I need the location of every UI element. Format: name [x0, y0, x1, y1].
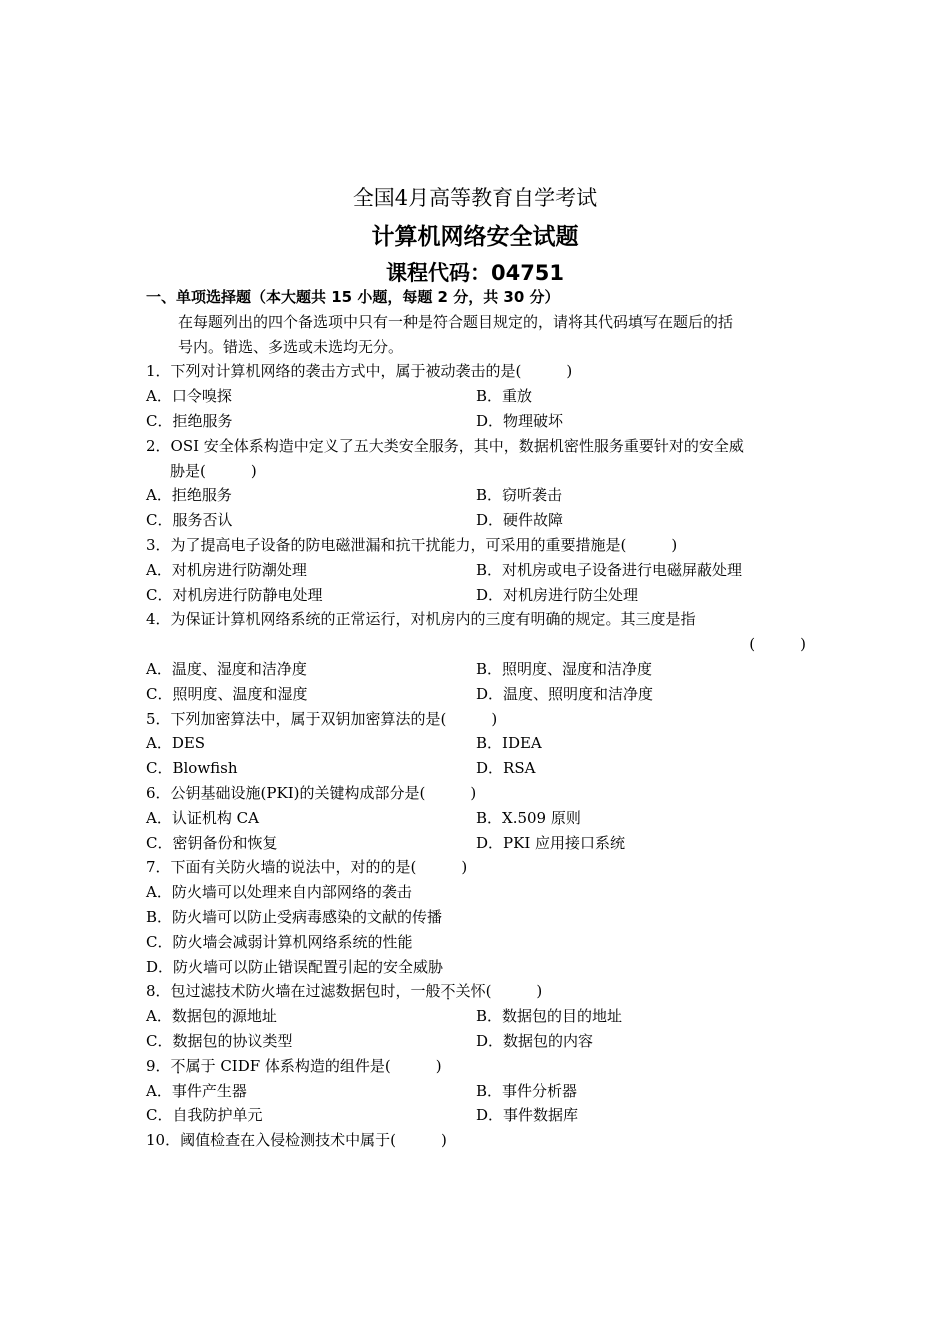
option-row [146, 806, 816, 831]
stem-part: 关怀( ) [455, 982, 543, 1001]
question-stem: 6．公钥基础设施(PKI)的关键构成部分是( ) [146, 783, 477, 802]
option-row [146, 1004, 816, 1029]
option-b: B．IDEA [476, 734, 542, 753]
option-c: C．数据包的协议类型 [146, 1031, 293, 1050]
option-d: D．物理破坏 [476, 411, 564, 430]
question-stem: 1．下列对计算机网络的袭击方式中，属于被动袭击的是( ) [146, 362, 573, 381]
option-row [146, 756, 816, 781]
option-row [146, 384, 816, 409]
option-d: D．防火墙可以防止错误配置引起的安全威胁 [146, 957, 444, 976]
question-stem [146, 1054, 816, 1079]
question-stem: 7．下面有关防火墙的说法中，对的的是( ) [146, 858, 468, 877]
stem-part: 属于 CIDF 体系构造的组件是( ) [185, 1056, 442, 1075]
option-c: C．拒绝服务 [146, 411, 233, 430]
option-d: D．RSA [476, 759, 536, 778]
question-stem: 4．为保证计算机网络系统的正常运行，对机房内的三度有明确的规定。其三度是指 [146, 610, 696, 629]
question-stem: 10．阈值检查在入侵检测技术中属于( ) [146, 1131, 447, 1150]
option-b: B．数据包的目的地址 [476, 1007, 623, 1026]
option-b: B．防火墙可以防止受病毒感染的文献的传播 [146, 907, 443, 926]
section-title: 一、单项选择题（本大题共 15 小题，每题 2 分，共 30 分） [146, 288, 560, 306]
option-row [146, 483, 816, 508]
option-a: A．拒绝服务 [146, 486, 232, 505]
question-stem-continued: 胁是( ) [170, 461, 257, 480]
option-c: C．Blowfish [146, 759, 238, 778]
question-stem: 3．为了提高电子设备的防电磁泄漏和抗干扰能力，可采用的重要措施是( ) [146, 535, 678, 554]
option-d: D．数据包的内容 [476, 1031, 594, 1050]
exam-title: 全国4月高等教育自学考试 [352, 186, 598, 210]
exam-body [146, 285, 816, 1153]
option-b: B．重放 [476, 387, 533, 406]
course-code: 课程代码：04751 [385, 261, 565, 285]
option-a: A．防火墙可以处理来自内部网络的袭击 [146, 883, 412, 902]
option-c: C．防火墙会减弱计算机网络系统的性能 [146, 932, 413, 951]
emphasis-mark: 不 [440, 982, 456, 1001]
option-a: A．DES [146, 734, 206, 753]
option-row [146, 657, 816, 682]
option-d: D．PKI 应用接口系统 [476, 833, 626, 852]
option-row [146, 583, 816, 608]
option-a: A．口令嗅探 [146, 387, 232, 406]
question-stem [146, 979, 816, 1004]
answer-bracket: ( ) [749, 635, 806, 654]
option-d: D．事件数据库 [476, 1106, 579, 1125]
option-a: A．认证机构 CA [146, 808, 259, 827]
option-row [146, 731, 816, 756]
option-row [146, 1103, 816, 1128]
section-instruction-1: 在每题列出的四个备选项中只有一种是符合题目规定的，请将其代码填写在题后的括 [178, 312, 734, 331]
stem-part: 9． [146, 1056, 171, 1075]
option-b: B．窃听袭击 [476, 486, 563, 505]
option-a: A．数据包的源地址 [146, 1007, 277, 1026]
option-row [146, 508, 816, 533]
question-stem: 5．下列加密算法中，属于双钥加密算法的是( ) [146, 709, 498, 728]
option-c: C．自我防护单元 [146, 1106, 263, 1125]
option-d: D．对机房进行防尘处理 [476, 585, 639, 604]
option-b: B．事件分析器 [476, 1081, 578, 1100]
option-c: C．对机房进行防静电处理 [146, 585, 323, 604]
option-a: A．对机房进行防潮处理 [146, 560, 307, 579]
option-b: B．X.509 原则 [476, 808, 581, 827]
option-row [146, 1079, 816, 1104]
option-d: D．硬件故障 [476, 511, 564, 530]
option-b: B．照明度、湿度和洁净度 [476, 659, 653, 678]
subject-title: 计算机网络安全试题 [371, 224, 579, 250]
question-stem: 2．OSI 安全体系构造中定义了五大类安全服务，其中，数据机密性服务重要针对的安全威 [146, 436, 744, 455]
emphasis-mark: 不 [170, 1056, 186, 1075]
option-row [146, 409, 816, 434]
option-a: A．事件产生器 [146, 1081, 247, 1100]
stem-part: 8．包过滤技术防火墙在过滤数据包时，一般 [146, 982, 441, 1001]
option-row [146, 1029, 816, 1054]
option-row [146, 558, 816, 583]
option-c: C．照明度、温度和湿度 [146, 684, 308, 703]
option-c: C．密钥备份和恢复 [146, 833, 278, 852]
option-d: D．温度、照明度和洁净度 [476, 684, 654, 703]
option-a: A．温度、湿度和洁净度 [146, 659, 307, 678]
option-c: C．服务否认 [146, 511, 233, 530]
option-row [146, 831, 816, 856]
option-b: B．对机房或电子设备进行电磁屏蔽处理 [476, 560, 743, 579]
option-row [146, 682, 816, 707]
section-instruction-2: 号内。错选、多选或未选均无分。 [178, 337, 404, 356]
